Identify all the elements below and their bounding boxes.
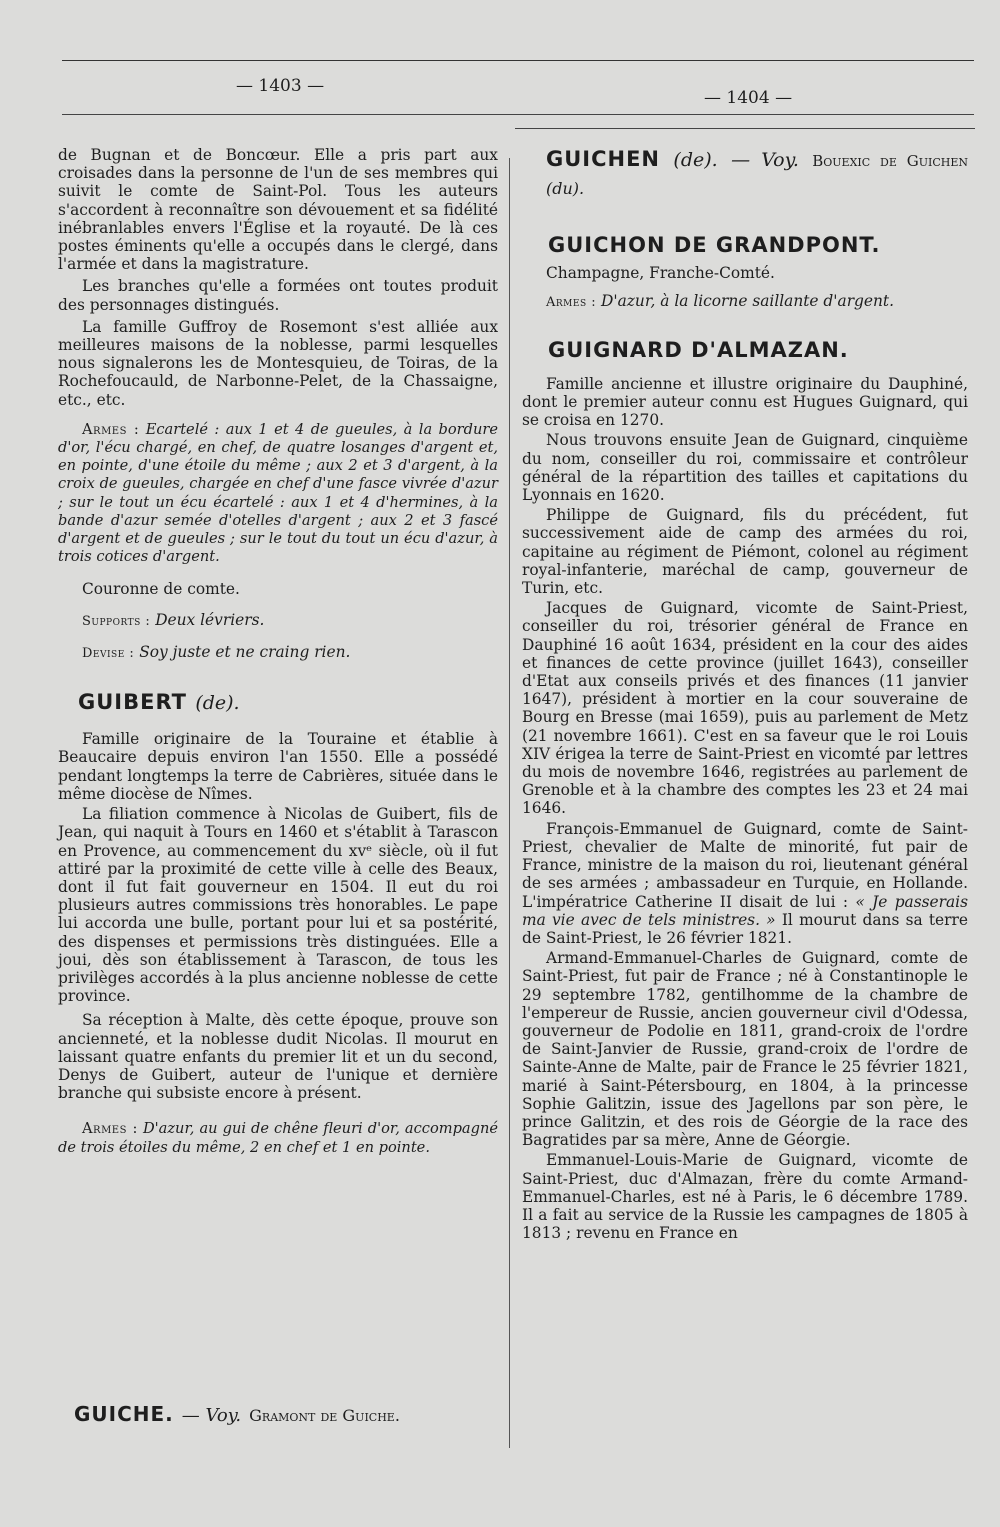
- see-also-target: Gramont de Guiche.: [249, 1406, 400, 1425]
- guichon-region: Champagne, Franche-Comté.: [546, 264, 775, 283]
- entry-heading-guignard: GUIGNARD D'ALMAZAN.: [548, 337, 849, 362]
- supports-line: [58, 611, 498, 631]
- devise-label: Devise :: [82, 645, 135, 661]
- entry-heading-particle: (de).: [195, 692, 240, 715]
- guibert-paragraph: La filiation commence à Nicolas de Guibert, fils de Jean, qui naquit à Tours en 1460 et s'établit à Tarascon en Provence, au commencement du xvᵉ siècle, où il fut attiré par la proximité de cette ville à celle des Beaux, dont il fut fait gouverneur en 1504. Il eut du roi plusieurs autres commissions très honorables. Le pape lui accorda une bulle, portant pour lui et sa postérité, des dispenses et permissions très distinguées. Elle a joui, dès son établissement à Tarascon, de tous les privilèges accordés à la plus ancienne noblesse de cette province.: [58, 805, 498, 1006]
- guignard-paragraph: Armand-Emmanuel-Charles de Guignard, comte de Saint-Priest, fut pair de France ; né à Constantinople le 29 septembre 1782, gentilhomme de la chambre de l'empereur de Russie, ancien gouverneur civil d'Odessa, gouverneur de Podolie en 1811, grand-croix de l'ordre de Saint-Janvier de Russie, grand-croix de l'ordre de Sainte-Anne de Malte, pair de France le 25 février 1821, marié à Saint-Pétersbourg, en 1804, à la princesse Sophie Galitzin, issue des Jagellons par son père, le prince Galitzin, et des rois de Géorgie de la race des Bagratides par sa mère, Anne de Géorgie.: [522, 949, 968, 1150]
- devise-text: Soy juste et ne craing rien.: [139, 642, 351, 661]
- entry-heading-particle: (de).: [673, 149, 718, 171]
- guibert-paragraph: Famille originaire de la Touraine et établie à Beaucaire depuis environ l'an 1550. Elle a possédé pendant longtemps la terre de Cabrières, située dans le même diocèse de Nîmes.: [58, 730, 498, 803]
- guignard-text: François-Emmanuel de Guignard, comte de Saint-Priest, chevalier de Malte de minorité, fut pair de France, ministre de la maison du roi, lieutenant général de ses armées ; ambassadeur en Turquie, en Hollande. L'impératrice Catherine II disait de lui :: [522, 819, 968, 911]
- left-page-number: — 1403 —: [236, 76, 325, 96]
- top-rule-thick: [62, 60, 974, 61]
- entry-heading-title: GUICHEN: [546, 147, 661, 171]
- catherine-quote: « Je passerais ma vie avec de tels ministres. »: [522, 892, 968, 929]
- arms-label: Armes :: [546, 295, 597, 311]
- couronne-line: Couronne de comte.: [82, 580, 240, 599]
- guignard-paragraph: Emmanuel-Louis-Marie de Guignard, vicomte de Saint-Priest, duc d'Almazan, frère du comte Armand-Emmanuel-Charles, est né à Paris, le 6 décembre 1789. Il a fait au service de la Russie les campagnes de 1805 à 1813 ; revenu en France en: [522, 1151, 968, 1243]
- arms-block: [58, 421, 498, 567]
- guibert-arms-block: [58, 1120, 498, 1156]
- arms-label: Armes :: [82, 420, 140, 438]
- arms-text: Ecartelé : aux 1 et 4 de gueules, à la bordure d'or, l'écu chargé, en chef, de quatre losanges d'argent et, en pointe, d'une étoile du même ; aux 2 et 3 d'argent, à la croix de gueules, chargée en chef d'une fasce vivrée d'azur ; sur le tout un écu écartelé : aux 1 et 4 d'hermines, à la bande d'azur semée d'otelles d'argent ; aux 2 et 3 fascé d'argent et de gueules ; sur le tout du tout un écu d'azur, à trois cotices d'argent.: [58, 420, 499, 566]
- supports-label: Supports :: [82, 613, 151, 629]
- see-also-particle: (du).: [546, 179, 585, 198]
- entry-heading-title: GUICHE.: [74, 1402, 174, 1426]
- continuation-paragraph: La famille Guffroy de Rosemont s'est alliée aux meilleures maisons de la noblesse, parmi lesquelles nous signalerons les de Montesquieu, de Toiras, de la Rochefoucauld, de Narbonne-Pelet, de la Chassaigne, etc., etc.: [58, 317, 498, 409]
- right-page-number: — 1404 —: [704, 88, 793, 108]
- header-rule: [62, 114, 974, 115]
- continuation-paragraph: de Bugnan et de Boncœur. Elle a pris part aux croisades dans la personne de l'un de ses membres qui suivit le comte de Saint-Pol. Tous les auteurs s'accordent à reconnaître son dévouement et sa fidélité inébranlables envers l'Église et la royauté. De là ces postes éminents qu'elle a occupés dans le clergé, dans l'armée et dans la magistrature.: [58, 146, 498, 274]
- entry-heading-guibert: [78, 690, 498, 715]
- guichon-arms: [522, 292, 968, 312]
- column-divider: [509, 158, 510, 1448]
- entry-heading-title: GUIBERT: [78, 690, 188, 715]
- continuation-paragraph: Les branches qu'elle a formées ont toutes produit des personnages distingués.: [58, 277, 498, 314]
- entry-heading-guiche: [74, 1402, 504, 1426]
- arms-text: D'azur, à la licorne saillante d'argent.: [601, 292, 895, 311]
- guignard-paragraph: Famille ancienne et illustre originaire du Dauphiné, dont le premier auteur connu est Hugues Guignard, qui se croisa en 1270.: [522, 374, 968, 430]
- entry-heading-guichon: GUICHON DE GRANDPONT.: [548, 233, 881, 257]
- guignard-paragraph: [522, 820, 968, 947]
- right-column: [522, 146, 968, 1242]
- arms-text: D'azur, au gui de chêne fleuri d'or, accompagné de trois étoiles du même, 2 en chef et 1 en pointe.: [58, 1120, 499, 1156]
- see-also-ref: — Voy.: [731, 149, 799, 171]
- see-also-ref: — Voy.: [181, 1405, 242, 1426]
- arms-label: Armes :: [82, 1120, 138, 1138]
- devise-line: [58, 643, 498, 663]
- guignard-text: Il mourut dans sa terre de Saint-Priest, le 26 février 1821.: [522, 910, 968, 947]
- guignard-paragraph: Jacques de Guignard, vicomte de Saint-Priest, conseiller du roi, trésorier général de France en Dauphiné 16 août 1634, président en la cour des aides et finances de cette province (juillet 1643), conseiller d'Etat aux conseils privés et des finances (11 janvier 1647), président à mortier en la cour souveraine de Bourg en Bresse (mai 1659), puis au parlement de Metz (21 novembre 1661). C'est en sa faveur que le roi Louis XIV érigea la terre de Saint-Priest en vicomté par lettres du mois de novembre 1646, registrées au parlement de Grenoble et à la chambre des comptes les 23 et 24 mai 1646.: [522, 599, 968, 818]
- guibert-paragraph: Sa réception à Malte, dès cette époque, prouve son ancienneté, et la noblesse dudit Nicolas. Il mourut en laissant quatre enfants du premier lit et un du second, Denys de Guibert, auteur de l'unique et dernière branche qui subsiste encore à présent.: [58, 1011, 498, 1103]
- supports-text: Deux lévriers.: [155, 610, 265, 629]
- see-also-target: Bouexic de Guichen: [812, 152, 968, 170]
- left-column: [58, 146, 498, 1157]
- guignard-paragraph: Philippe de Guignard, fils du précédent, fut successivement aide de camp des armées du roi, capitaine au régiment de Piémont, colonel au régiment royal-infanterie, maréchal de camp, gouverneur de Turin, etc.: [522, 506, 968, 598]
- header-rule-right: [515, 128, 975, 129]
- guignard-paragraph: Nous trouvons ensuite Jean de Guignard, cinquième du nom, conseiller du roi, commissaire et contrôleur général de la répartition des tailles et capitations du Lyonnais en 1620.: [522, 431, 968, 505]
- entry-heading-guichen: [546, 146, 968, 202]
